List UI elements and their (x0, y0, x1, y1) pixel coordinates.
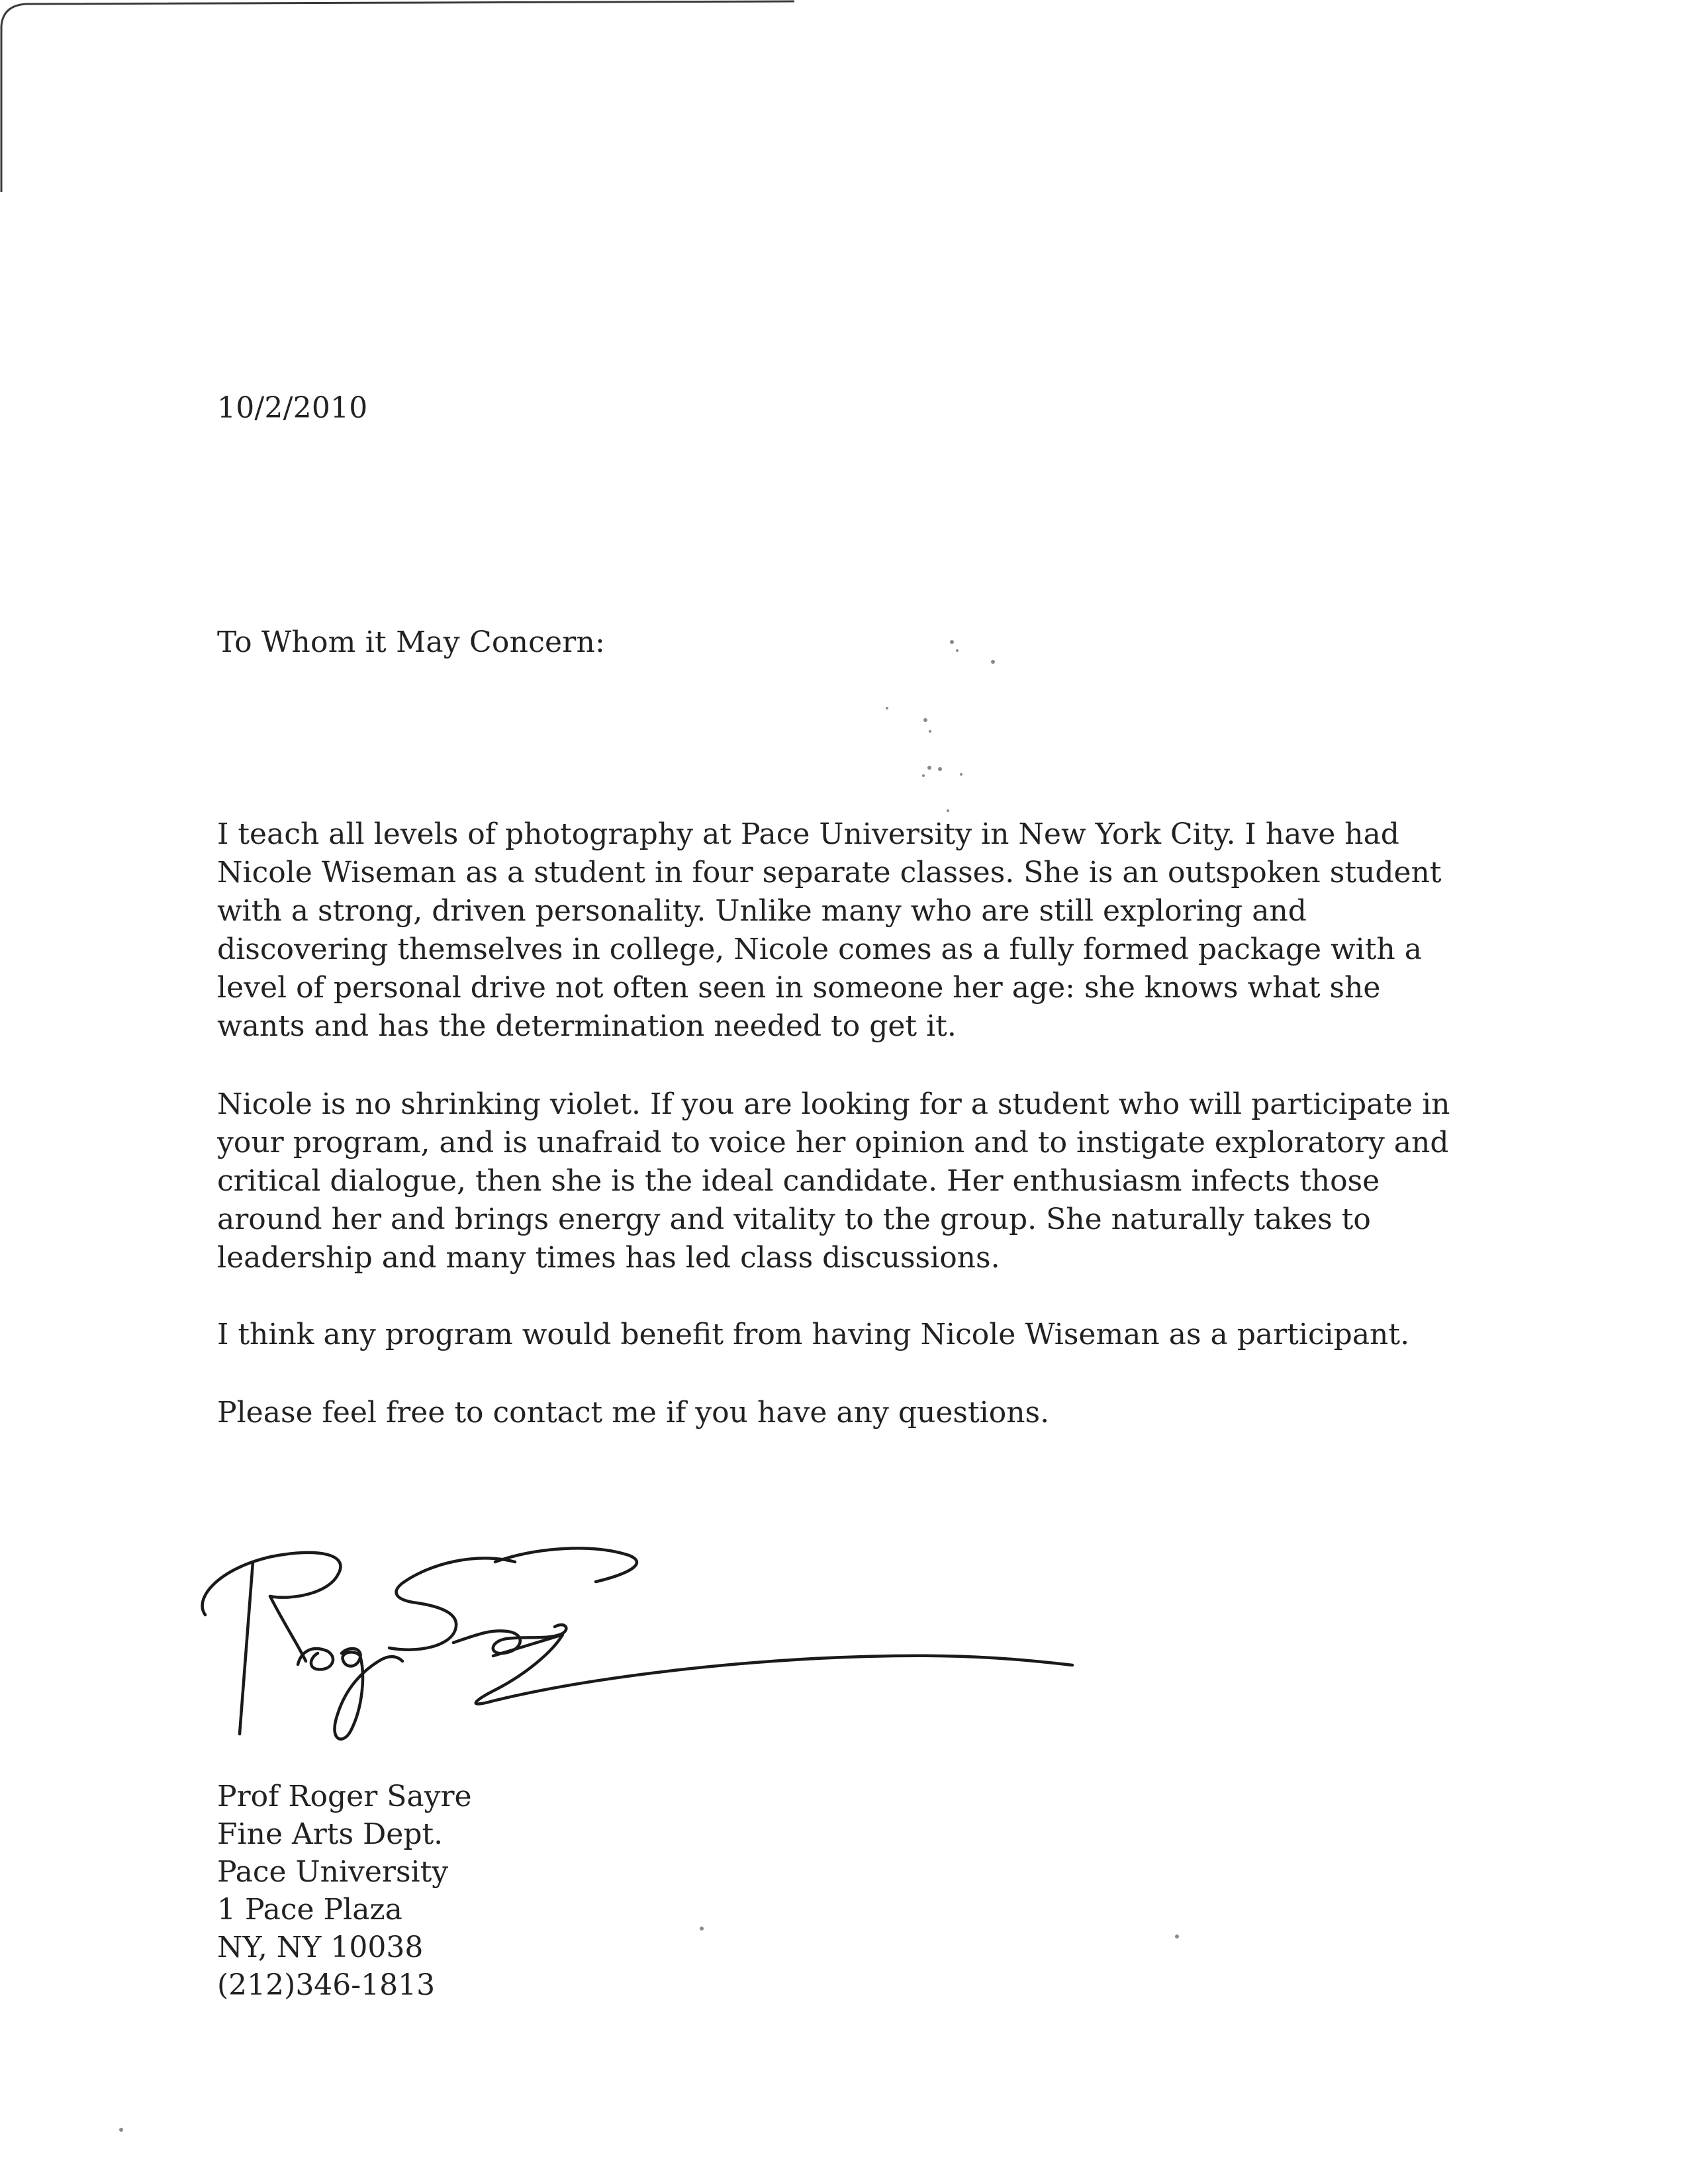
signature-block (217, 1778, 472, 2004)
paragraph-line: discovering themselves in college, Nicole comes as a fully formed package with a (217, 933, 1422, 966)
paragraph-line: Please feel free to contact me if you have any questions. (217, 1396, 1050, 1430)
body-paragraph-2 (217, 1085, 1462, 1277)
paragraph-line: leadership and many times has led class discussions. (217, 1241, 1000, 1275)
paragraph-line: wants and has the determination needed to get it. (217, 1009, 957, 1043)
signer-phone: (212)346-1813 (217, 1968, 436, 2002)
signer-institution: Pace University (217, 1855, 449, 1889)
signer-city-state-zip: NY, NY 10038 (217, 1931, 424, 1964)
paragraph-line: your program, and is unafraid to voice her opinion and to instigate exploratory and (217, 1126, 1449, 1160)
paragraph-line: I think any program would benefit from having Nicole Wiseman as a participant. (217, 1318, 1410, 1351)
paragraph-line: with a strong, driven personality. Unlike many who are still exploring and (217, 894, 1307, 928)
handwritten-signature (192, 1516, 1152, 1780)
paragraph-line: critical dialogue, then she is the ideal candidate. Her enthusiasm infects those (217, 1164, 1380, 1198)
paragraph-line: level of personal drive not often seen in someone her age: she knows what she (217, 971, 1381, 1005)
signer-department: Fine Arts Dept. (217, 1817, 444, 1851)
paragraph-line: Nicole is no shrinking violet. If you are looking for a student who will participate in (217, 1087, 1450, 1121)
paragraph-line: I teach all levels of photography at Pace University in New York City. I have had (217, 817, 1399, 851)
paragraph-line: Nicole Wiseman as a student in four separate classes. She is an outspoken student (217, 856, 1442, 889)
letter-date: 10/2/2010 (217, 391, 368, 425)
body-paragraph-3 (217, 1316, 1462, 1354)
body-paragraph-1 (217, 815, 1462, 1046)
salutation: To Whom it May Concern: (217, 625, 606, 659)
paragraph-line: around her and brings energy and vitality to the group. She naturally takes to (217, 1203, 1371, 1236)
signer-name: Prof Roger Sayre (217, 1780, 472, 1813)
signer-street: 1 Pace Plaza (217, 1893, 402, 1927)
body-paragraph-4 (217, 1394, 1462, 1432)
scan-edge-mark (0, 0, 794, 199)
